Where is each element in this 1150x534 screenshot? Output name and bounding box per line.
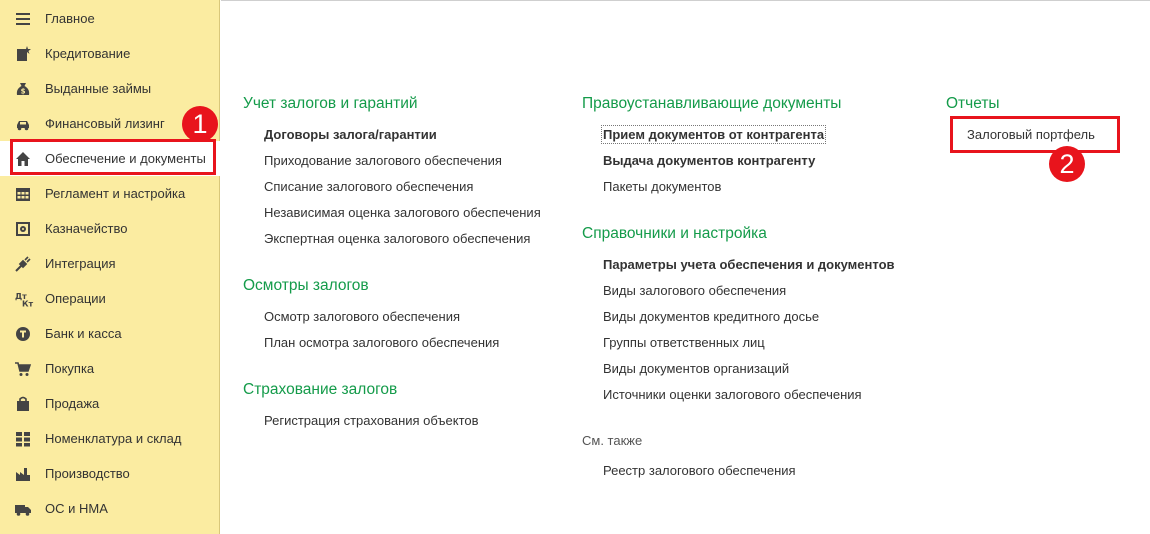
section-title-title-documents[interactable]: Правоустанавливающие документы	[582, 95, 842, 112]
link-accounting-parameters[interactable]: Параметры учета обеспечения и документов	[603, 257, 895, 272]
dt-kt-icon	[15, 291, 34, 308]
sidebar-item-label: Выданные займы	[45, 81, 152, 96]
link-collateral-inspection[interactable]: Осмотр залогового обеспечения	[264, 309, 460, 324]
link-inspection-plan[interactable]: План осмотра залогового обеспечения	[264, 335, 500, 350]
sidebar-item-label: Номенклатура и склад	[45, 431, 182, 446]
link-organization-doc-types[interactable]: Виды документов организаций	[603, 361, 790, 376]
link-insurance-registration[interactable]: Регистрация страхования объектов	[264, 413, 479, 428]
sidebar-item-purchase[interactable]	[0, 351, 220, 386]
sidebar-item-fixed-assets[interactable]	[0, 491, 220, 526]
annotation-badge-1: 1	[182, 106, 218, 142]
link-document-packages[interactable]: Пакеты документов	[603, 179, 722, 194]
car-icon	[15, 116, 31, 132]
section-title-reports[interactable]: Отчеты	[946, 95, 1000, 112]
sidebar-item-regulations[interactable]	[0, 176, 220, 211]
sidebar-item-operations[interactable]	[0, 281, 220, 316]
sidebar	[0, 0, 220, 534]
sidebar-item-label: Главное	[45, 11, 95, 26]
link-collateral-register[interactable]: Реестр залогового обеспечения	[603, 463, 796, 478]
section-title-catalogs-settings[interactable]: Справочники и настройка	[582, 225, 767, 242]
annotation-badge-2: 2	[1049, 146, 1085, 182]
sidebar-item-integration[interactable]	[0, 246, 220, 281]
link-expert-valuation[interactable]: Экспертная оценка залогового обеспечения	[264, 231, 531, 246]
plug-icon	[15, 256, 31, 272]
link-collateral-receipt[interactable]: Приходование залогового обеспечения	[264, 153, 502, 168]
section-title-collateral-guarantees[interactable]: Учет залогов и гарантий	[243, 95, 418, 112]
main-panel	[221, 0, 1150, 534]
grid-icon	[15, 431, 31, 447]
link-receive-documents[interactable]: Прием документов от контрагента	[603, 127, 825, 142]
truck-icon	[15, 501, 31, 517]
sidebar-item-production[interactable]	[0, 456, 220, 491]
sidebar-item-label: Регламент и настройка	[45, 186, 186, 201]
sidebar-item-main[interactable]	[0, 1, 220, 36]
link-issue-documents[interactable]: Выдача документов контрагенту	[603, 153, 816, 168]
calendar-icon	[15, 186, 31, 202]
document-star-icon	[15, 46, 31, 62]
svg-text:Дт: Дт	[15, 291, 27, 301]
sidebar-item-label: Покупка	[45, 361, 95, 376]
sidebar-item-label: Обеспечение и документы	[45, 151, 206, 166]
link-collateral-types[interactable]: Виды залогового обеспечения	[603, 283, 787, 298]
cart-icon	[15, 361, 31, 377]
svg-text:Кт: Кт	[22, 299, 34, 308]
money-bag-icon	[15, 81, 31, 97]
sidebar-item-label: Интеграция	[45, 256, 116, 271]
section-title-insurance[interactable]: Страхование залогов	[243, 381, 398, 398]
factory-icon	[15, 466, 31, 482]
sidebar-item-label: Казначейство	[45, 221, 128, 236]
sidebar-item-label: Финансовый лизинг	[45, 116, 165, 131]
sidebar-item-label: ОС и НМА	[45, 501, 108, 516]
svg-text:$: $	[20, 87, 26, 95]
sidebar-item-lending[interactable]	[0, 36, 220, 71]
link-responsible-groups[interactable]: Группы ответственных лиц	[603, 335, 765, 350]
sidebar-item-loans[interactable]	[0, 71, 220, 106]
sidebar-item-label: Операции	[45, 291, 106, 306]
safe-icon	[15, 221, 31, 237]
sidebar-item-label: Продажа	[45, 396, 100, 411]
sidebar-item-label: Кредитование	[45, 46, 131, 61]
link-collateral-portfolio[interactable]: Залоговый портфель	[967, 127, 1095, 142]
link-credit-dossier-doc-types[interactable]: Виды документов кредитного досье	[603, 309, 820, 324]
sidebar-item-label: Банк и касса	[45, 326, 122, 341]
shopping-bag-icon	[15, 396, 31, 412]
link-collateral-writeoff[interactable]: Списание залогового обеспечения	[264, 179, 474, 194]
sidebar-item-nomenclature-warehouse[interactable]	[0, 421, 220, 456]
sidebar-item-collateral-documents[interactable]	[0, 141, 220, 176]
sidebar-item-sales[interactable]	[0, 386, 220, 421]
coin-icon	[15, 326, 31, 342]
section-title-inspections[interactable]: Осмотры залогов	[243, 277, 369, 294]
sidebar-item-bank-cash[interactable]	[0, 316, 220, 351]
sidebar-item-label: Производство	[45, 466, 130, 481]
link-pledge-agreements[interactable]: Договоры залога/гарантии	[264, 127, 437, 142]
link-valuation-sources[interactable]: Источники оценки залогового обеспечения	[603, 387, 862, 402]
link-independent-valuation[interactable]: Независимая оценка залогового обеспечения	[264, 205, 541, 220]
sidebar-item-treasury[interactable]	[0, 211, 220, 246]
see-also-label: См. также	[582, 433, 643, 448]
menu-lines-icon	[15, 11, 31, 27]
house-icon	[15, 151, 31, 167]
